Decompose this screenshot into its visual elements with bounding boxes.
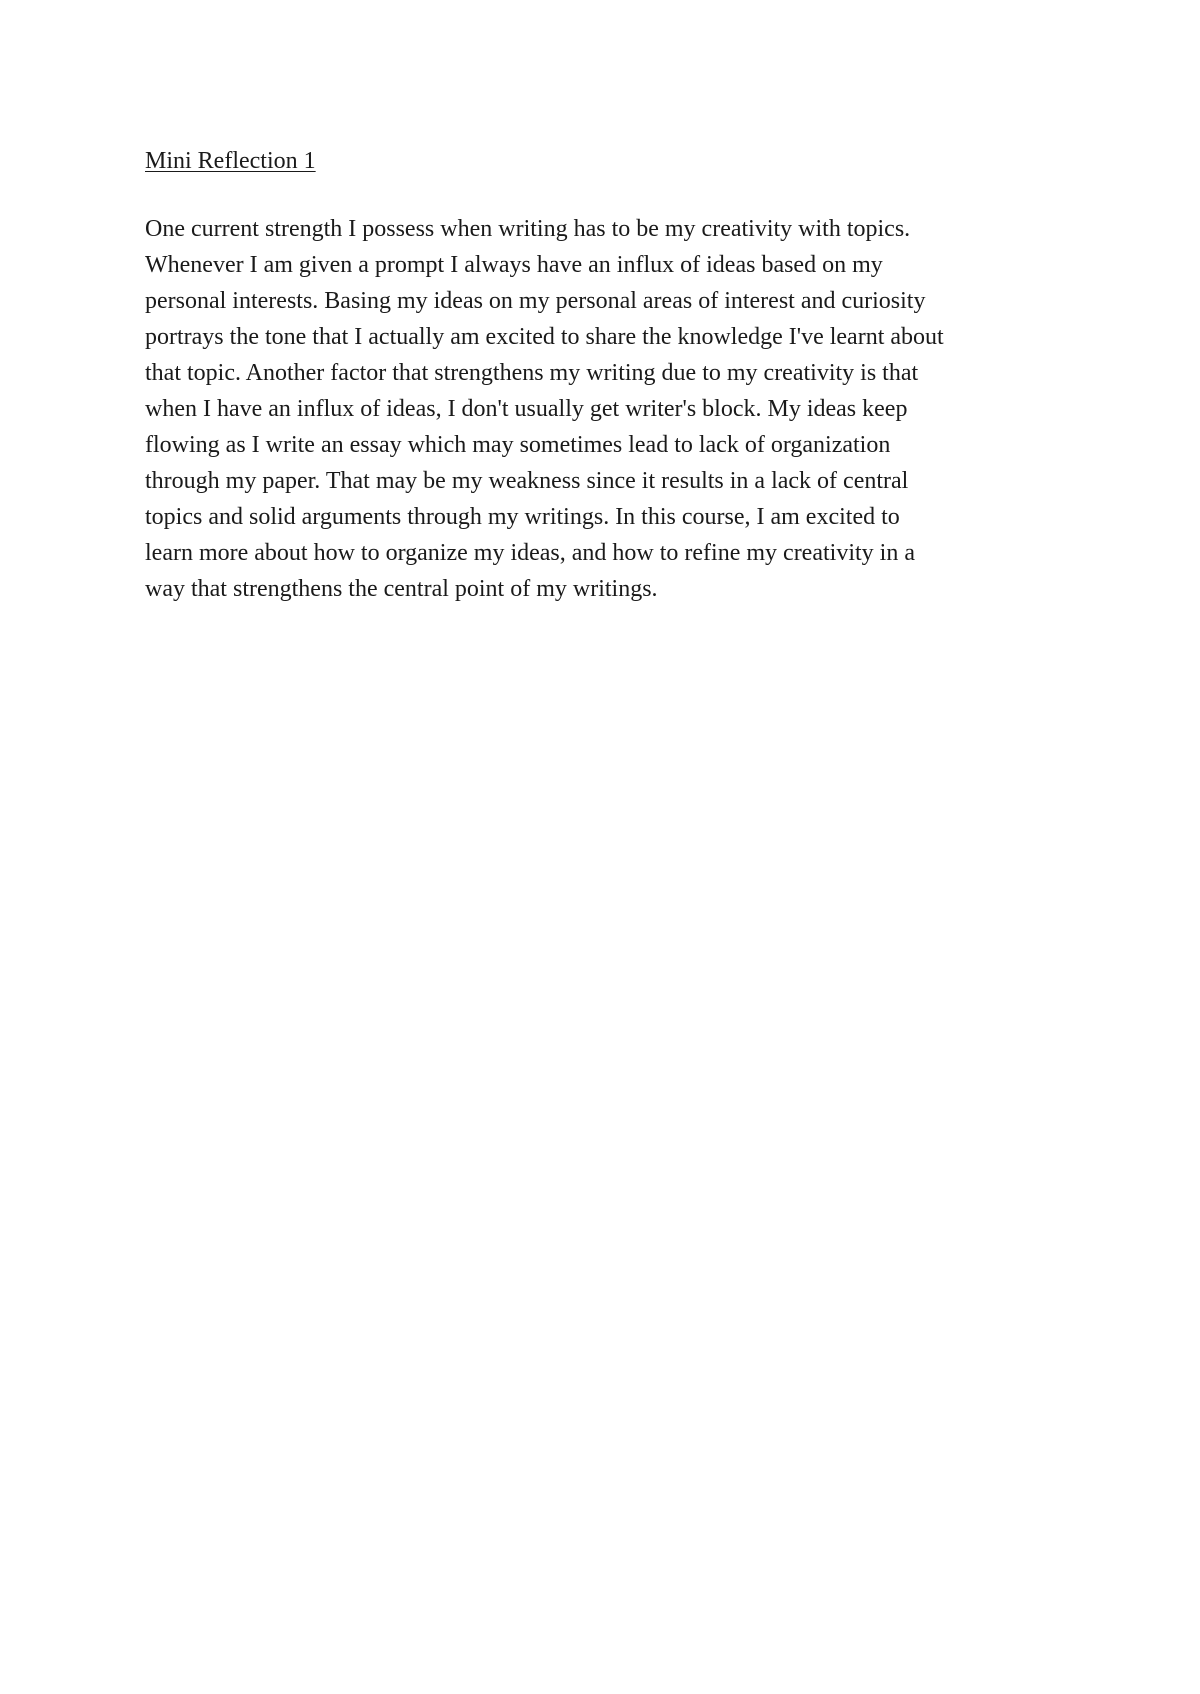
paragraph-line: way that strengthens the central point of my writings. (145, 576, 658, 602)
document-title: Mini Reflection 1 (145, 148, 316, 174)
paragraph-line: Whenever I am given a prompt I always have an influx of ideas based on my (145, 252, 883, 278)
paragraph-line: that topic. Another factor that strengthens my writing due to my creativity is that (145, 360, 919, 386)
paragraph-line: topics and solid arguments through my writings. In this course, I am excited to (145, 504, 900, 530)
paragraph-line: portrays the tone that I actually am excited to share the knowledge I've learnt about (145, 324, 944, 350)
document-paragraph (145, 211, 1085, 607)
paragraph-line: learn more about how to organize my ideas, and how to refine my creativity in a (145, 540, 915, 566)
paragraph-line: through my paper. That may be my weakness since it results in a lack of central (145, 468, 909, 494)
paragraph-line: personal interests. Basing my ideas on my personal areas of interest and curiosity (145, 288, 926, 314)
paragraph-line: flowing as I write an essay which may sometimes lead to lack of organization (145, 432, 891, 458)
paragraph-line: when I have an influx of ideas, I don't usually get writer's block. My ideas keep (145, 396, 908, 422)
document-content (145, 143, 1085, 607)
paragraph-line: One current strength I possess when writing has to be my creativity with topics. (145, 216, 911, 242)
